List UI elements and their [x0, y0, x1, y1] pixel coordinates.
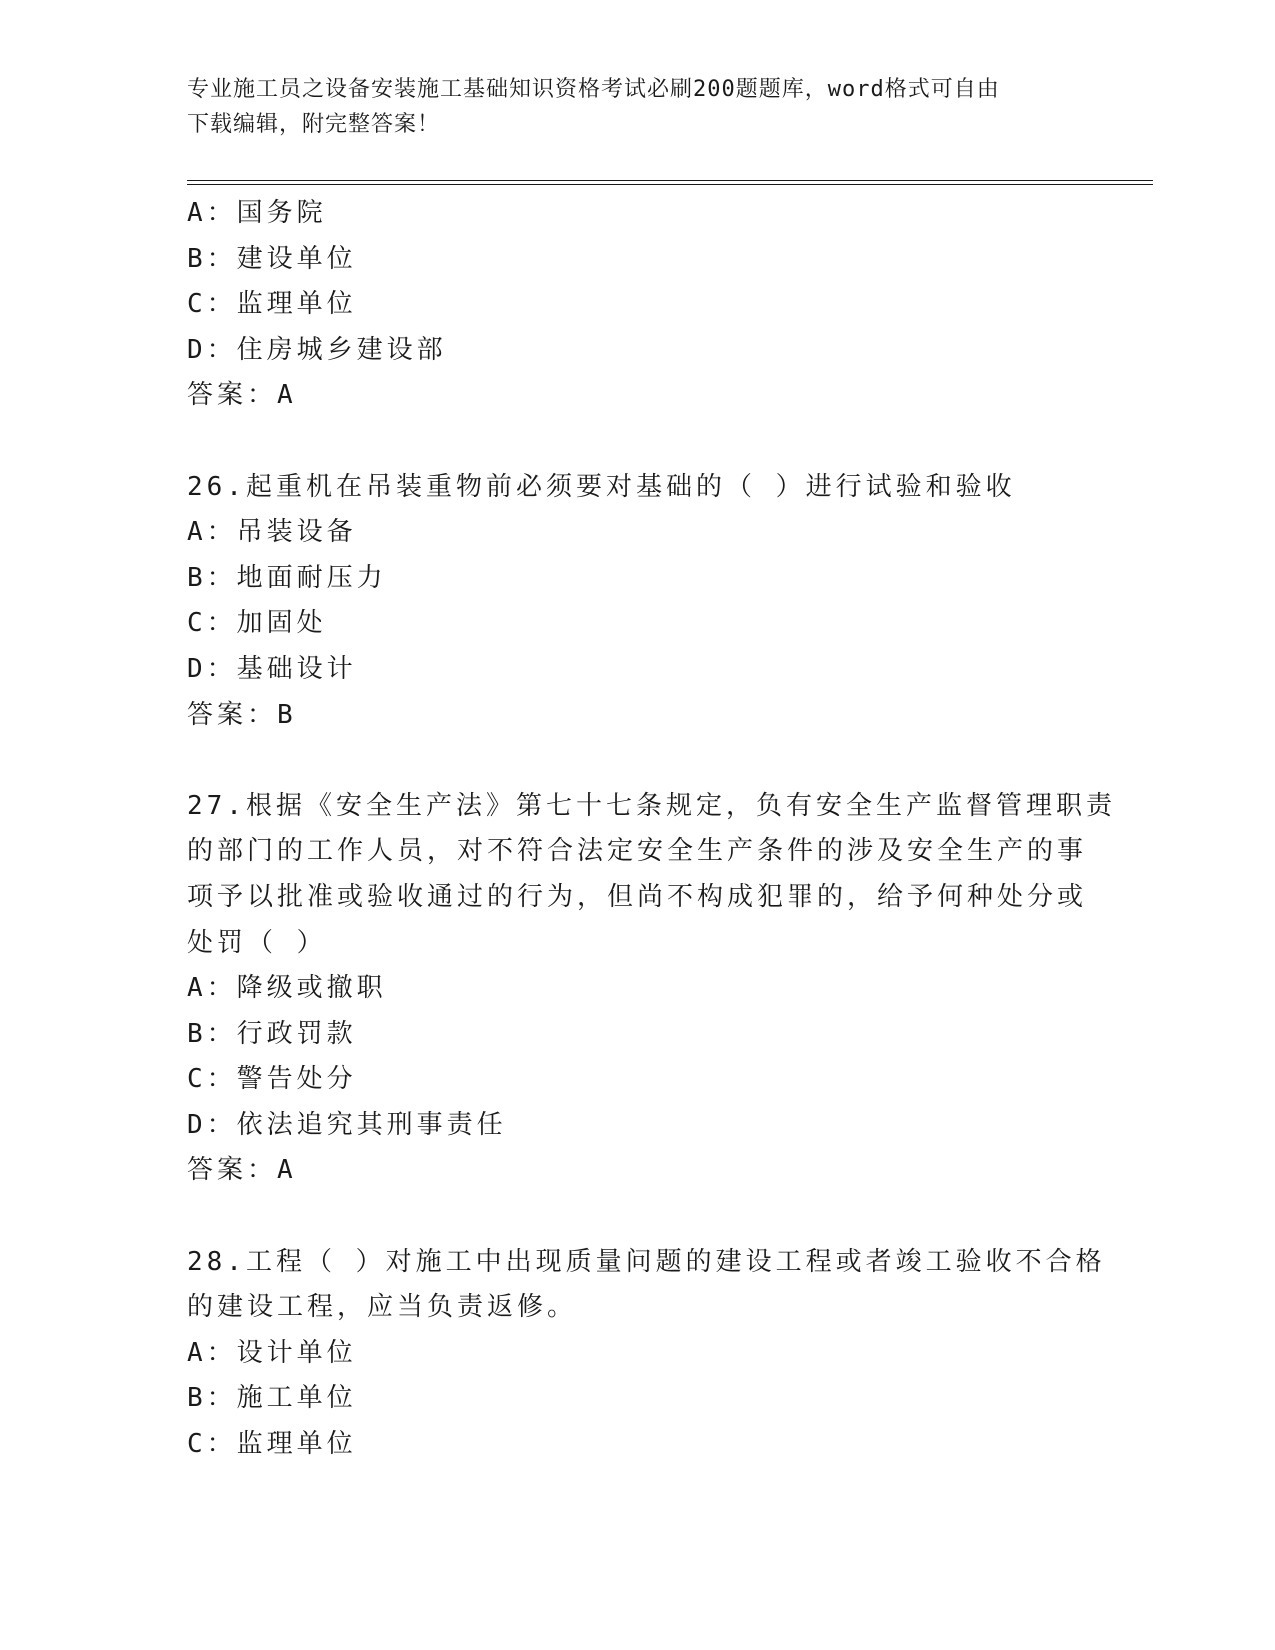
question-stem: 的部门的工作人员，对不符合法定安全生产条件的涉及安全生产的事	[187, 836, 1088, 867]
question-stem: 项予以批准或验收通过的行为，但尚不构成犯罪的，给予何种处分或	[187, 881, 1088, 912]
answer: 答案：A	[187, 1155, 297, 1186]
question-stem: 处罚（ ）	[187, 927, 327, 958]
question-stem: 27.根据《安全生产法》第七十七条规定，负有安全生产监督管理职责	[187, 790, 1116, 821]
option-d: D：住房城乡建设部	[187, 334, 447, 365]
question-26	[187, 465, 1087, 739]
answer: 答案：A	[187, 380, 297, 411]
question-stem: 的建设工程，应当负责返修。	[187, 1292, 578, 1323]
option-a: A：降级或撤职	[187, 973, 387, 1004]
spacer	[187, 738, 1087, 784]
header-divider-top	[187, 180, 1153, 181]
option-d: D：依法追究其刑事责任	[187, 1109, 507, 1140]
question-27	[187, 784, 1116, 1194]
option-a: A：国务院	[187, 198, 327, 228]
question-stem: 28.工程（ ）对施工中出现质量问题的建设工程或者竣工验收不合格	[187, 1246, 1106, 1277]
option-a: A：吊装设备	[187, 517, 357, 548]
option-d: D：基础设计	[187, 653, 357, 684]
option-c: C：监理单位	[187, 289, 357, 320]
option-b: B：行政罚款	[187, 1018, 357, 1049]
question-28	[187, 1240, 1106, 1468]
spacer	[187, 1194, 1087, 1240]
option-b: B：地面耐压力	[187, 562, 387, 593]
header-divider-bottom	[187, 184, 1153, 185]
header-line: 专业施工员之设备安装施工基础知识资格考试必刷200题题库，word格式可自由	[187, 77, 1000, 102]
header-line: 下载编辑，附完整答案！	[187, 112, 441, 137]
option-b: B：施工单位	[187, 1383, 357, 1414]
question-25	[187, 191, 1087, 419]
option-b: B：建设单位	[187, 243, 357, 274]
document-header	[187, 72, 1067, 142]
option-c: C：警告处分	[187, 1064, 357, 1095]
answer: 答案：B	[187, 699, 297, 730]
spacer	[187, 419, 1087, 465]
question-list	[187, 191, 1116, 1468]
option-c: C：监理单位	[187, 1429, 357, 1460]
question-stem: 26.起重机在吊装重物前必须要对基础的（ ）进行试验和验收	[187, 471, 1016, 502]
option-c: C：加固处	[187, 608, 327, 639]
option-a: A：设计单位	[187, 1337, 357, 1368]
